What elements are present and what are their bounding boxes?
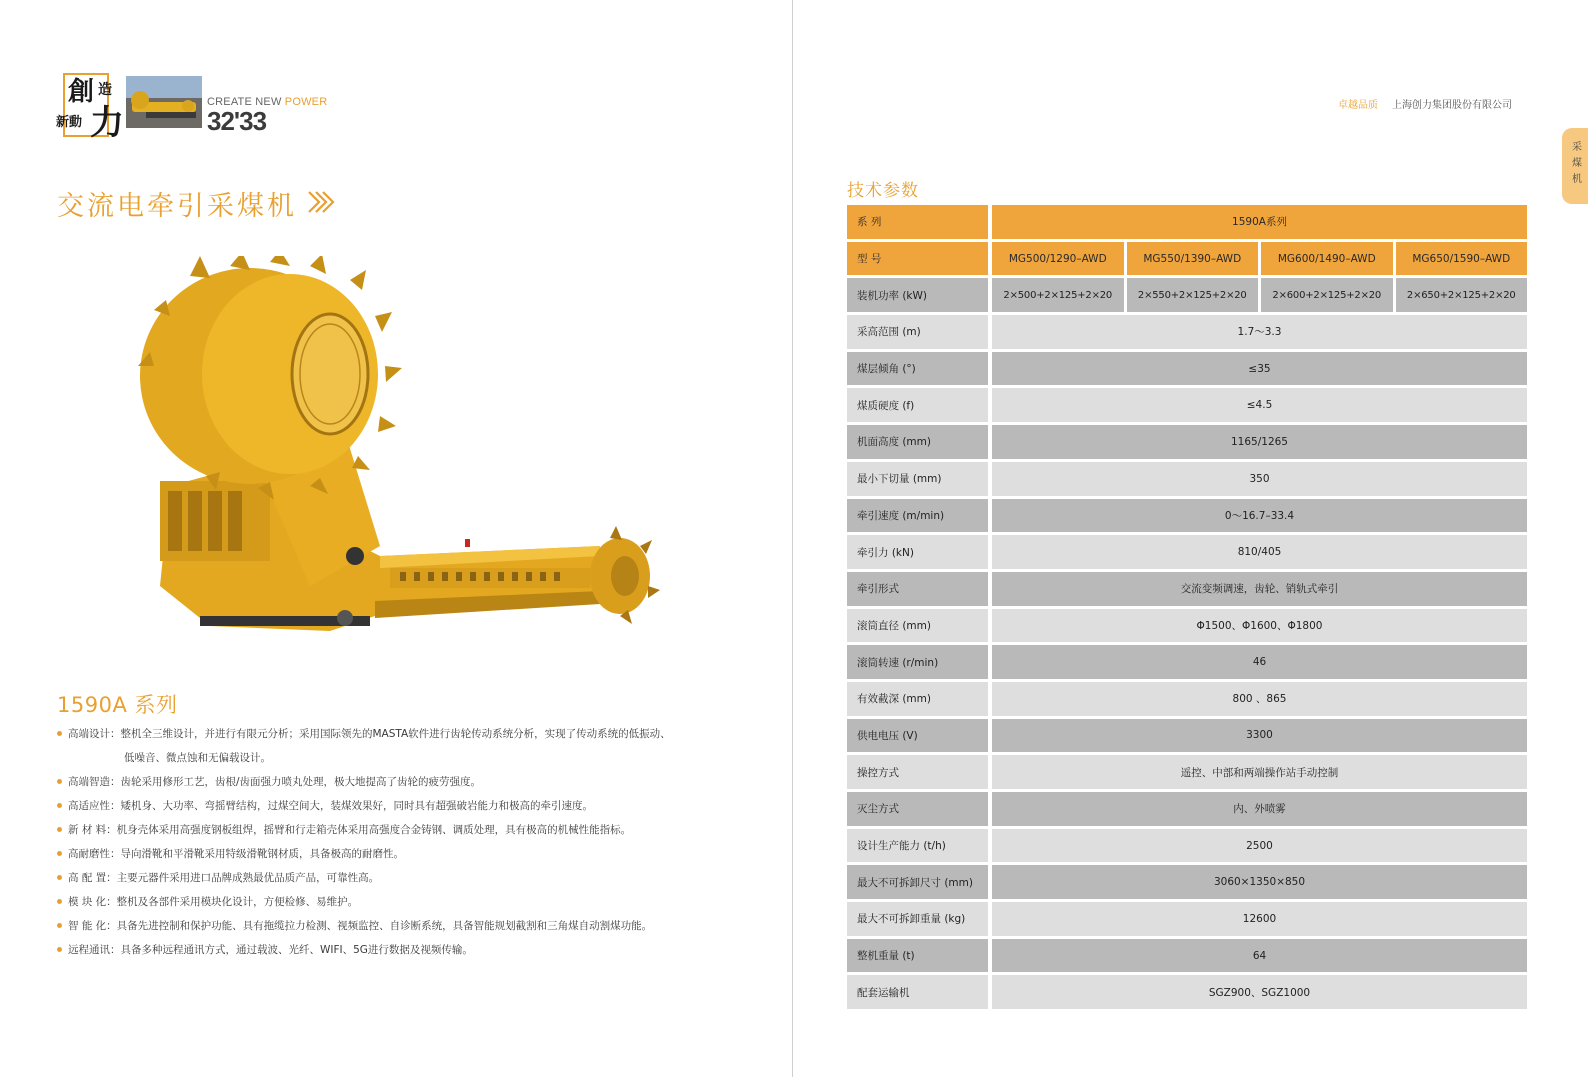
row-value: SGZ900、SGZ1000 [992,975,1527,1009]
table-row [847,755,1527,789]
svg-text:力: 力 [90,103,124,142]
row-value: 0～16.7–33.4 [992,499,1527,533]
power-cell: 2×600+2×125+2×20 [1261,278,1393,312]
row-value: 800 、865 [992,682,1527,716]
table-row [847,609,1527,643]
feature-text: 高耐磨性：导向滑靴和平滑靴采用特级滑靴钢材质，具备极高的耐磨性。 [68,848,404,860]
table-row [847,792,1527,826]
row-label: 型 号 [847,242,988,276]
row-label: 供电电压 (V) [847,719,988,753]
page-spine [792,0,793,1077]
table-row [847,902,1527,936]
feature-list [57,722,757,962]
row-label: 灭尘方式 [847,792,988,826]
row-label: 系 列 [847,205,988,239]
feature-text: 高端智造：齿轮采用修形工艺，齿根/齿面强力喷丸处理，极大地提高了齿轮的疲劳强度。 [68,776,482,788]
double-chevron-right-icon [306,188,336,216]
page-header [1338,96,1512,111]
feature-item [57,866,757,890]
feature-item [57,818,757,842]
row-label: 滚筒转速 (r/min) [847,645,988,679]
row-value: Φ1500、Φ1600、Φ1800 [992,609,1527,643]
model-cell: MG550/1390–AWD [1127,242,1259,276]
page-numbers: 32'33 [207,106,267,136]
row-label: 牵引速度 (m/min) [847,499,988,533]
table-row [847,315,1527,349]
table-row-model [847,242,1527,276]
row-label: 最大不可拆卸重量 (kg) [847,902,988,936]
model-cell: MG500/1290–AWD [992,242,1124,276]
row-value: 1.7～3.3 [992,315,1527,349]
feature-item [57,842,757,866]
row-label: 整机重量 (t) [847,939,988,973]
feature-item [57,890,757,914]
feature-item [57,938,757,962]
section-title: 技术参数 [847,181,919,201]
row-value: 遥控、中部和两端操作站手动控制 [992,755,1527,789]
row-value: 交流变频调速，齿轮、销轨式牵引 [992,572,1527,606]
power-cell: 2×650+2×125+2×20 [1396,278,1528,312]
table-row [847,499,1527,533]
row-label: 煤质硬度 (f) [847,388,988,422]
feature-text: 新 材 料：机身壳体采用高强度钢板组焊，摇臂和行走箱壳体采用高强度合金铸钢、调质处理，具有极高的机械性能指标。 [68,824,632,836]
power-cell: 2×500+2×125+2×20 [992,278,1124,312]
brand-slogan: 卓越品质 [1338,100,1378,111]
tagline-mid: REATE NEW [215,96,285,108]
company-name: 上海创力集团股份有限公司 [1392,100,1512,111]
table-row [847,975,1527,1009]
table-row [847,682,1527,716]
feature-text: 高 配 置：主要元器件采用进口品牌成熟最优品质产品，可靠性高。 [68,872,380,884]
feature-text: 智 能 化：具备先进控制和保护功能、具有拖缆拉力检测、视频监控、自诊断系统，具备智能规划截割和三角煤自动割煤功能。 [68,920,653,932]
row-label: 有效截深 (mm) [847,682,988,716]
row-value: 2500 [992,829,1527,863]
feature-text: 高适应性：矮机身、大功率、弯摇臂结构，过煤空间大，装煤效果好，同时具有超强破岩能力和极高的牵引速度。 [68,800,593,812]
row-value: 46 [992,645,1527,679]
row-label: 最小下切量 (mm) [847,462,988,496]
table-row [847,462,1527,496]
row-value: 810/405 [992,535,1527,569]
svg-text:創: 創 [68,77,95,107]
feature-text: 模 块 化：整机及各部件采用模块化设计，方便检修、易维护。 [68,896,359,908]
row-label: 滚筒直径 (mm) [847,609,988,643]
model-cell: MG650/1590–AWD [1396,242,1528,276]
table-row [847,939,1527,973]
table-row [847,388,1527,422]
feature-item [57,722,757,770]
row-value: 内、外喷雾 [992,792,1527,826]
spec-table [847,205,1527,1009]
tagline-prefix: C [207,96,216,108]
row-value: ≤4.5 [992,388,1527,422]
feature-text: 远程通讯：具备多种远程通讯方式，通过载波、光纤、WIFI、5G进行数据及视频传输。 [68,944,473,956]
row-value: 1165/1265 [992,425,1527,459]
table-row [847,719,1527,753]
row-value: 3300 [992,719,1527,753]
row-value: 1590A系列 [992,205,1527,239]
row-label: 配套运输机 [847,975,988,1009]
table-row [847,572,1527,606]
feature-item [57,794,757,818]
section-side-tab[interactable] [1562,128,1588,204]
feature-item [57,770,757,794]
row-label: 牵引力 (kN) [847,535,988,569]
row-label: 操控方式 [847,755,988,789]
row-value: 350 [992,462,1527,496]
svg-text:造: 造 [98,82,112,98]
table-row [847,829,1527,863]
row-label: 煤层倾角 (°) [847,352,988,386]
feature-item [57,914,757,938]
row-label: 机面高度 (mm) [847,425,988,459]
row-value: 3060×1350×850 [992,865,1527,899]
page-title: 交流电牵引采煤机 [57,191,297,222]
tagline-highlight: POWER [284,96,328,108]
table-row [847,535,1527,569]
svg-text:新動: 新動 [56,115,83,130]
row-value: 64 [992,939,1527,973]
side-tab-label: 采煤机 [1572,142,1582,185]
table-row-series [847,205,1527,239]
row-label: 最大不可拆卸尺寸 (mm) [847,865,988,899]
model-cell: MG600/1490–AWD [1261,242,1393,276]
row-value: 12600 [992,902,1527,936]
feature-text-continued: 低噪音、微点蚀和无偏载设计。 [124,752,271,764]
row-label: 牵引形式 [847,572,988,606]
logo-text-group [207,96,327,137]
row-label: 设计生产能力 (t/h) [847,829,988,863]
table-row-power [847,278,1527,312]
row-value: ≤35 [992,352,1527,386]
feature-text: 高端设计：整机全三维设计，并进行有限元分析；采用国际领先的MASTA软件进行齿轮传动系统分析，实现了传动系统的低振动、 [68,728,671,740]
table-row [847,352,1527,386]
table-row [847,645,1527,679]
series-title: 1590A 系列 [57,693,178,717]
table-row [847,865,1527,899]
shearer-machine-image [130,256,660,666]
row-label: 采高范围 (m) [847,315,988,349]
brand-logo [56,72,206,142]
row-label: 装机功率 (kW) [847,278,988,312]
power-cell: 2×550+2×125+2×20 [1127,278,1259,312]
table-row [847,425,1527,459]
